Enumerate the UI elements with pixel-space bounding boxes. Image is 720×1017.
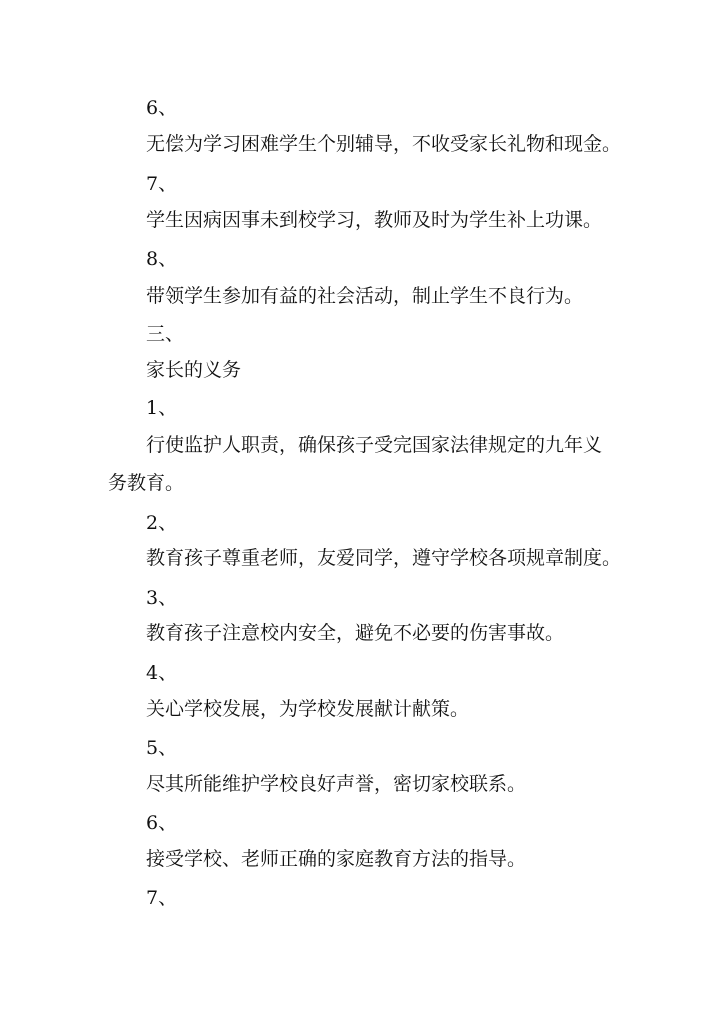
item-number-8: 8、 [146,248,178,270]
paragraph-text: 接受学校、老师正确的家庭教育方法的指导。 [146,848,527,870]
item-number-3: 3、 [146,587,178,609]
paragraph-text: 尽其所能维护学校良好声誉，密切家校联系。 [146,773,527,795]
paragraph-text: 学生因病因事未到校学习，教师及时为学生补上功课。 [146,209,603,231]
item-number-1: 1、 [146,397,178,419]
paragraph-text: 关心学校发展，为学校发展献计献策。 [146,698,470,720]
paragraph-text: 带领学生参加有益的社会活动，制止学生不良行为。 [146,285,584,307]
item-number-4: 4、 [146,662,178,684]
paragraph-text-continued: 务教育。 [108,472,185,494]
item-number-6: 6、 [146,812,178,834]
item-number-6: 6、 [146,97,178,119]
item-number-2: 2、 [146,512,178,534]
item-number-7: 7、 [146,887,178,909]
paragraph-text: 教育孩子尊重老师，友爱同学，遵守学校各项规章制度。 [146,547,622,569]
paragraph-text: 教育孩子注意校内安全，避免不必要的伤害事故。 [146,622,565,644]
section-number: 三、 [146,323,185,345]
item-number-7: 7、 [146,173,178,195]
paragraph-text: 无偿为学习困难学生个别辅导，不收受家长礼物和现金。 [146,133,622,155]
item-number-5: 5、 [146,737,178,759]
section-heading: 家长的义务 [146,359,242,381]
paragraph-text: 行使监护人职责，确保孩子受完国家法律规定的九年义 [146,434,603,456]
